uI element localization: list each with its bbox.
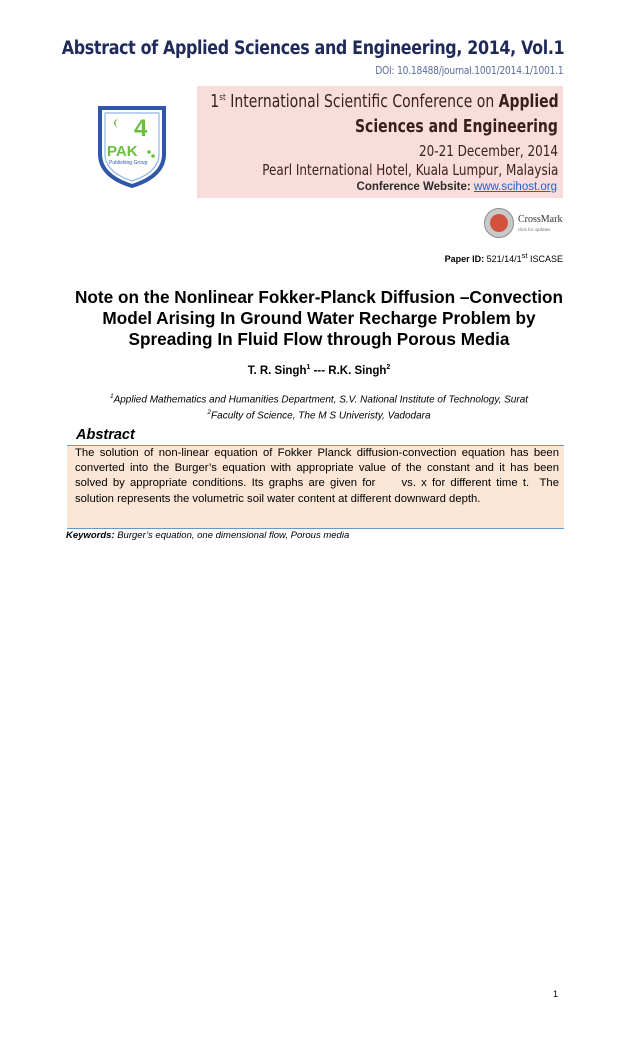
abstract-heading: Abstract: [76, 427, 135, 443]
crossmark-label: CrossMark: [518, 214, 563, 225]
doi[interactable]: DOI: 10.18488/journal.1001/2014.1/1001.1: [375, 64, 564, 77]
affiliation-2: $^2$Faculty of Science, The M S Univeristy, Vadodara: [207, 408, 431, 422]
publisher-logo: [96, 104, 168, 188]
logo-dot: [147, 150, 151, 154]
conference-website-link[interactable]: www.scihost.org: [473, 181, 557, 193]
paper-title: Note on the Nonlinear Fokker-Planck Diffusion –Convection Model Arising In Ground Water Recharge Problem by Spreading In Fluid Flow through Porous Media: [75, 287, 563, 349]
conference-banner: [197, 86, 563, 198]
paper-id: Paper ID: 521/14/1st ISCASE: [444, 251, 563, 264]
logo-dot: [151, 154, 155, 158]
affiliations: [0, 391, 638, 423]
abstract-text: The solution of non-linear equation of Fokker Planck diffusion-convection equation has been converted into the Burger’s equation with appropriate value of the constant and it has been solved by appropriate conditions. Its graphs are given for vs. x for different time t. The solution represents the volumetric soil water content at different downward depth.: [75, 447, 559, 505]
conference-name: 1st International Scientific Conference on Applied: [209, 92, 559, 112]
keywords: Keywords: Burger’s equation, one dimensional flow, Porous media: [66, 530, 350, 541]
authors: T. R. Singh$^1$ --- R.K. Singh$^2$: [247, 364, 391, 377]
conference-name-line2: Sciences and Engineering: [355, 117, 559, 137]
crossmark-badge[interactable]: [484, 208, 564, 240]
journal-title: Abstract of Applied Sciences and Engineering, 2014, Vol.1: [61, 38, 564, 59]
logo-subtext: Publishing Group: [109, 160, 148, 166]
conference-website: Conference Website: www.scihost.org: [356, 181, 557, 193]
conference-dates: 20-21 December, 2014: [419, 142, 559, 160]
logo-number: 4: [134, 115, 148, 142]
conference-venue: Pearl International Hotel, Kuala Lumpur, Malaysia: [262, 161, 559, 179]
crossmark-sublabel: click for updates: [518, 227, 551, 232]
crossmark-icon-inner: [490, 214, 508, 232]
page-number: 1: [553, 989, 559, 999]
logo-text: PAK: [107, 143, 138, 160]
affiliation-1: $^1$Applied Mathematics and Humanities Department, S.V. National Institute of Technology, Surat: [109, 393, 529, 406]
